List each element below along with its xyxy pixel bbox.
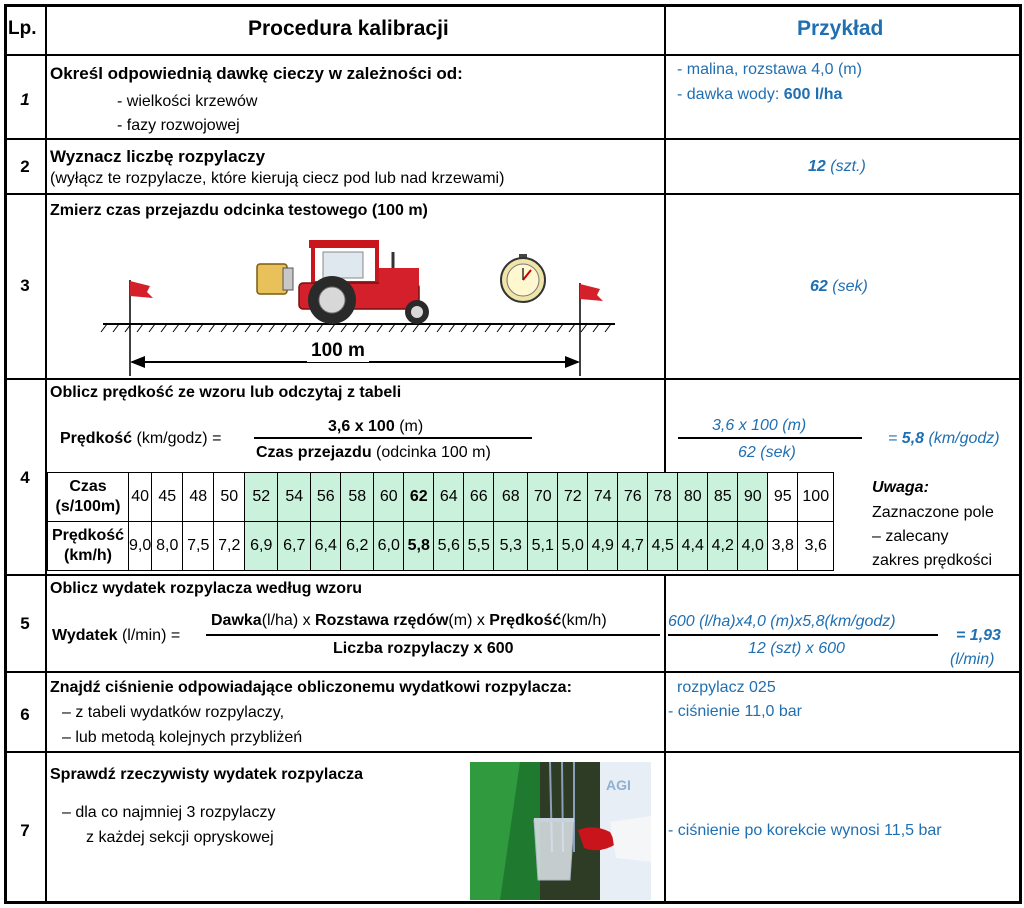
numerator-unit: (l/ha) x [261,612,316,629]
row-number: 6 [20,705,30,724]
predkosc-cell: 9,0 [129,522,152,571]
row-divider [4,193,1021,195]
numerator-term: Rozstawa rzędów [315,612,449,629]
predkosc-cell: 4,0 [738,522,768,571]
example-line: - malina, rozstawa 4,0 (m) [677,61,862,78]
czas-cell: 64 [434,473,464,522]
predkosc-cell: 5,1 [528,522,558,571]
predkosc-cell: 5,6 [434,522,464,571]
czas-cell: 66 [464,473,494,522]
predkosc-label: Prędkość (km/h) [48,522,129,571]
example-value: 12 [808,158,826,175]
numerator-unit: (m) x [448,612,490,629]
predkosc-cell: 4,5 [648,522,678,571]
example-unit: (szt.) [830,158,866,175]
tractor-icon [257,240,429,324]
step-item: – lub metodą kolejnych przybliżeń [62,729,303,746]
distance-label: 100 m [307,340,369,362]
predkosc-cell: 4,4 [678,522,708,571]
predkosc-cell: 3,8 [768,522,798,571]
table-row-predkosc [48,522,834,571]
numerator-term: Dawka [211,612,262,629]
formula-lhs [60,430,221,448]
stopwatch-icon [501,254,545,302]
czas-cell: 48 [183,473,214,522]
row-number: 1 [20,90,30,109]
czas-label: Czas (s/100m) [48,473,129,522]
predkosc-cell: 5,5 [464,522,494,571]
header-procedure: Procedura kalibracji [248,17,449,40]
note-line: – zalecany [872,528,949,545]
step-title: Znajdź ciśnienie odpowiadające obliczonemu wydatkowi rozpylacza: [50,679,572,696]
note-line: Zaznaczone pole [872,504,994,521]
czas-cell: 60 [374,473,404,522]
step-item: – dla co najmniej 3 rozpylaczy [62,804,276,821]
row-divider [4,54,1021,56]
row-divider [4,574,1021,576]
example-value: 600 l/ha [783,86,843,103]
row-divider [4,751,1021,753]
row-number: 7 [20,821,30,840]
step-title: Sprawdź rzeczywisty wydatek rozpylacza [50,766,364,783]
formula-lhs-unit: (km/godz) = [136,430,222,447]
step-title: Oblicz wydatek rozpylacza według wzoru [50,580,363,597]
czas-cell: 50 [214,473,245,522]
example-unit: (sek) [832,278,868,295]
czas-cell: 54 [278,473,311,522]
example-line: - ciśnienie 11,0 bar [668,703,802,720]
step-item: z każdej sekcji opryskowej [86,829,274,846]
predkosc-cell: 6,2 [341,522,374,571]
result-prefix: = [888,430,902,447]
example-line: rozpylacz 025 [677,679,776,696]
example-fraction-bar [678,437,862,439]
predkosc-cell: 7,5 [183,522,214,571]
step-item: - wielkości krzewów [117,93,258,110]
czas-cell: 40 [129,473,152,522]
example-line: - ciśnienie po korekcie wynosi 11,5 bar [668,822,942,839]
czas-cell: 90 [738,473,768,522]
formula-denominator: Liczba rozpylaczy x 600 [333,640,514,657]
czas-cell: 45 [152,473,183,522]
table-row-czas [48,473,834,522]
predkosc-cell: 8,0 [152,522,183,571]
example-value: 62 [810,278,828,295]
example-line [808,158,866,176]
table-border-left [4,4,7,904]
result-unit: (km/godz) [928,430,1000,447]
formula-lhs-label: Wydatek [52,627,118,644]
table-border-right [1019,4,1022,904]
example-denominator: 12 (szt) x 600 [748,640,845,657]
svg-text:AGI: AGI [606,777,631,793]
czas-cell: 72 [558,473,588,522]
example-denominator: 62 (sek) [738,444,796,461]
czas-cell: 95 [768,473,798,522]
fraction-bar [206,634,660,636]
step-title: Wyznacz liczbę rozpylaczy [50,147,266,166]
col-divider [664,4,666,472]
formula-numerator [211,612,607,630]
predkosc-cell: 7,2 [214,522,245,571]
header-lp: Lp. [8,18,37,39]
numerator-unit: (km/h) [561,612,607,629]
row-divider [4,138,1021,140]
formula-lhs-unit: (l/min) = [121,627,181,644]
row-divider [4,671,1021,673]
example-line [677,86,842,104]
example-numerator: 3,6 x 100 (m) [712,417,807,434]
col-divider [45,4,47,904]
step-note: (wyłącz te rozpylacze, które kierują ciecz pod lub nad krzewami) [50,170,505,187]
czas-cell: 76 [618,473,648,522]
denominator-note: (odcinka 100 m) [376,444,491,461]
row-number: 3 [20,276,30,295]
predkosc-cell: 6,0 [374,522,404,571]
czas-cell: 56 [311,473,341,522]
note-line: zakres prędkości [872,552,993,569]
table-border-top [4,4,1021,7]
example-line [810,278,868,296]
row-number: 5 [20,614,30,633]
predkosc-cell: 6,9 [245,522,278,571]
example-unit: (l/min) [950,651,995,668]
example-result [888,430,1000,448]
row-number: 4 [20,468,30,487]
formula-denominator [256,444,491,462]
speed-table [47,472,834,571]
step-title: Zmierz czas przejazdu odcinka testowego (100 m) [50,202,428,219]
header-example: Przykład [797,17,884,40]
predkosc-cell: 4,9 [588,522,618,571]
czas-cell: 62 [404,473,434,522]
predkosc-cell: 6,4 [311,522,341,571]
czas-cell: 52 [245,473,278,522]
row-number: 2 [20,157,30,176]
step-item: - fazy rozwojowej [117,117,240,134]
example-fraction-bar [668,634,938,636]
row-divider [4,378,1021,380]
step-title: Oblicz prędkość ze wzoru lub odczytaj z tabeli [50,384,402,401]
col-divider [664,574,666,904]
numerator-unit: (m) [399,418,424,435]
czas-cell: 78 [648,473,678,522]
example-numerator: 600 (l/ha)x4,0 (m)x5,8(km/godz) [668,613,896,630]
czas-cell: 80 [678,473,708,522]
result-value: 5,8 [901,430,925,447]
note-title: Uwaga: [872,479,929,496]
predkosc-cell: 5,8 [404,522,434,571]
example-label: - dawka wody: [677,86,780,103]
predkosc-cell: 4,2 [708,522,738,571]
formula-numerator [328,418,423,436]
example-result: = 1,93 [956,627,1001,644]
nozzle-measurement-photo [470,762,651,900]
czas-cell: 58 [341,473,374,522]
predkosc-cell: 5,3 [494,522,528,571]
numerator-term: Prędkość [489,612,562,629]
step-item: – z tabeli wydatków rozpylaczy, [62,704,285,721]
ground-hatching [101,324,611,332]
predkosc-cell: 3,6 [798,522,834,571]
table-border-bottom [4,901,1021,904]
czas-cell: 74 [588,473,618,522]
predkosc-cell: 6,7 [278,522,311,571]
step-title: Określ odpowiednią dawkę cieczy w zależności od: [50,64,463,83]
numerator-value: 3,6 x 100 [328,418,395,435]
predkosc-cell: 4,7 [618,522,648,571]
czas-cell: 70 [528,473,558,522]
czas-cell: 68 [494,473,528,522]
czas-cell: 100 [798,473,834,522]
fraction-bar [254,437,532,439]
predkosc-cell: 5,0 [558,522,588,571]
denominator-label: Czas przejazdu [256,444,372,461]
formula-lhs-label: Prędkość [60,430,133,447]
formula-lhs [52,627,180,645]
czas-cell: 85 [708,473,738,522]
